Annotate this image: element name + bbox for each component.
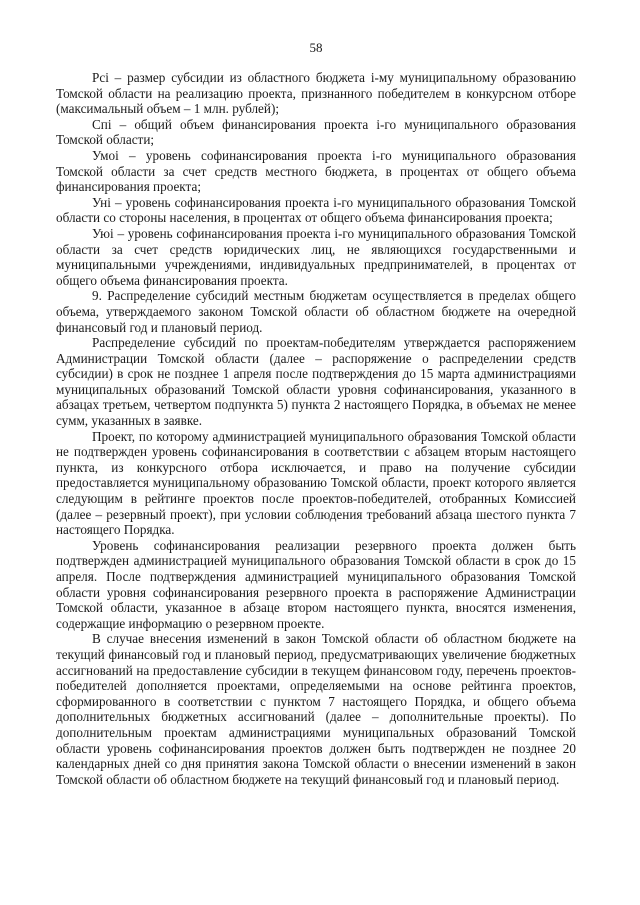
paragraph-cpi-definition: Cпi – общий объем финансирования проекта i-го муниципального образования Томской области; <box>56 116 576 148</box>
paragraph-reserve-project: Уровень софинансирования реализации резервного проекта должен быть подтвержден администрацией муниципального образования Томской области в срок до 15 апреля. После подтверждения администрацией муниципального образования Томской области уровня софинансирования резервного проекта в распоряжение Администрации Томской области, указанное в абзаце втором настоящего пункта, вносятся изменения, содержащие информацию о резервном проекте. <box>56 537 576 631</box>
page-number: 58 <box>309 40 323 55</box>
paragraph-clause-9: 9. Распределение субсидий местным бюджетам осуществляется в пределах общего объема, утверждаемого законом Томской области об областном бюджете на очередной финансовый год и плановый период. <box>56 288 576 335</box>
paragraph-pci-definition: Pci – размер субсидии из областного бюджета i-му муниципальному образованию Томской области на реализацию проекта, признанного победителем в конкурсном отборе (максимальный объем – 1 млн. рублей); <box>56 70 576 117</box>
paragraph-budget-changes: В случае внесения изменений в закон Томской области об областном бюджете на текущий финансовый год и плановый период, предусматривающих увеличение бюджетных ассигнований на предоставление субсидии в текущем финансовом году, перечень проектов-победителей дополняется проектами, определяемыми на основе рейтинга проектов, сформированного в соответствии с пунктом 7 настоящего Порядка, и общего объема дополнительных бюджетных ассигнований (далее – дополнительные проекты). По дополнительным проектам администрациями муниципальных образований Томской области уровень софинансирования проектов должен быть подтвержден не позднее 20 календарных дней со дня принятия закона Томской области о внесении изменений в закон Томской области об областном бюджете на текущий финансовый год и плановый период. <box>56 631 576 787</box>
paragraph-uyui-definition: Уюi – уровень софинансирования проекта i-го муниципального образования Томской области за счет средств юридических лиц, не являющихся государственными и муниципальными учреждениями, индивидуальных предпринимателей, в процентах от общего объема финансирования проекта. <box>56 225 576 288</box>
paragraph-uni-definition: Унi – уровень софинансирования проекта i-го муниципального образования Томской области со стороны населения, в процентах от общего объема финансирования проекта; <box>56 194 576 226</box>
paragraph-distribution: Распределение субсидий по проектам-победителям утверждается распоряжением Администрации Томской области (далее – распоряжение о распределении средств субсидии) в срок не позднее 1 апреля после подтверждения до 15 марта администрациями муниципальных образований Томской области уровня софинансирования, указанного в абзацах третьем, четвертом подпункта 5) пункта 2 настоящего Порядка, в объемах не менее сумм, указанных в заявке. <box>56 335 576 429</box>
paragraph-project-exclusion: Проект, по которому администрацией муниципального образования Томской области не подтвержден уровень софинансирования в соответствии с абзацем вторым настоящего пункта, из конкурсного отбора исключается, и право на получение субсидии предоставляется муниципальному образованию Томской области, проект которого является следующим в рейтинге проектов после проектов-победителей, отобранных Комиссией (далее – резервный проект), при условии соблюдения требований абзаца шестого пункта 7 настоящего Порядка. <box>56 428 576 538</box>
paragraph-umoi-definition: Умоi – уровень софинансирования проекта i-го муниципального образования Томской области за счет средств местного бюджета, в процентах от общего объема финансирования проекта; <box>56 147 576 195</box>
document-body <box>56 70 576 787</box>
